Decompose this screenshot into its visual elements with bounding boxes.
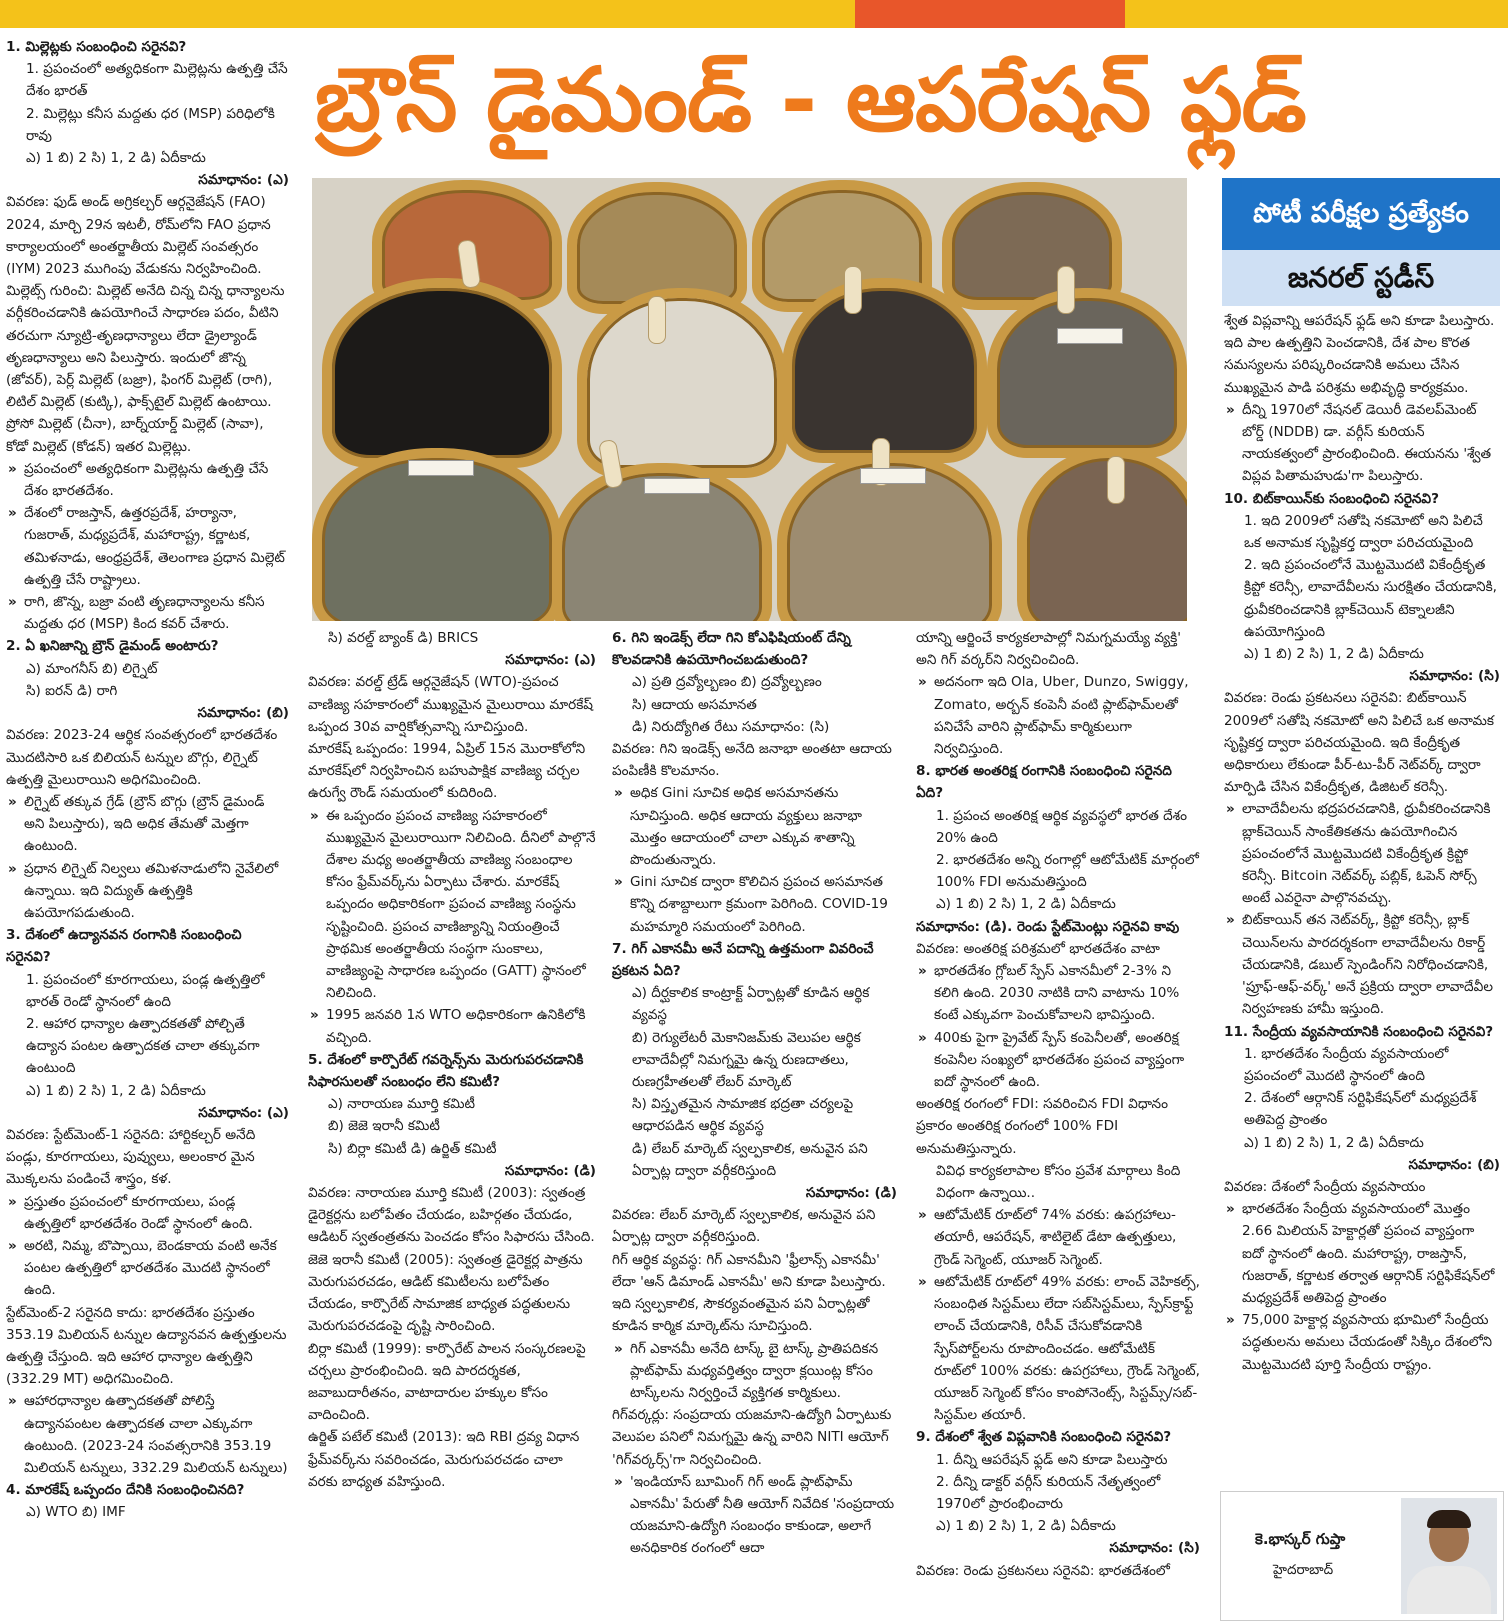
question-11: 11. సేంద్రీయ వ్యవసాయానికి సంబంధించి సరైనవి? (1224, 1023, 1494, 1040)
paragraph: స్టేట్‌మెంట్-2 సరైనది కాదు: భారతదేశం ప్రస్తుతం 353.19 మిలియన్ టన్నుల ఉద్యానవన ఉత్పత్తులను ఉత్పత్తి చేస్తుంది. ఇది ఆహార ధాన్యాల ఉత్పత్తిని (332.29 MT) అధిగమించింది. (6, 1304, 287, 1388)
question-10: 10. బిట్‌కాయిన్‌కు సంబంధించి సరైనవి? (1224, 490, 1439, 507)
column-2 (308, 627, 596, 1622)
options: సి) బిర్లా కమిటీ డి) ఉర్జిత్ కమిటీ (328, 1140, 497, 1157)
paragraph: మారకేష్ ఒప్పందం: 1994, ఏప్రిల్ 15న మొరాకోలోని మారకేష్‌లో నిర్వహించిన బహుపాక్షిక వాణిజ్య చర్చల ఉరుగ్వే రౌండ్ సమయంలో కుదిరింది. (308, 741, 586, 802)
bullet-point: » ప్రపంచంలో అత్యధికంగా మిల్లెట్లను ఉత్పత్తి చేసే దేశం భారతదేశం. (6, 458, 289, 502)
options: ఎ) 1 బి) 2 సి) 1, 2 డి) ఏదీకాదు (26, 1082, 206, 1099)
answer: సమాధానం: (డి). రెండు స్టేట్‌మెంట్లు సరైనవి కావు (916, 918, 1180, 935)
answer: సమాధానం: (డి) (504, 1162, 596, 1179)
paragraph: జెజె ఇరానీ కమిటీ (2005): స్వతంత్ర డైరెక్టర్ల పాత్రను మెరుగుపరచడం, ఆడిట్ కమిటీలను బలోపేతం చేయడం, కార్పొరేట్ సామాజిక బాధ్యత పద్ధతులను మెరుగుపరచడంపై దృష్టి సారించింది. (308, 1251, 583, 1335)
bullet-point: » అధిక Gini సూచిక అధిక అసమానతను సూచిస్తుంది. అధిక ఆదాయ వ్యక్తులు జనాభా మొత్తం ఆదాయంలో చాలా ఎక్కువ శాతాన్ని పొందుతున్నారు. (612, 782, 897, 871)
bullet-point: » లిగ్నైట్ తక్కువ గ్రేడ్ (బ్రౌన్ బొగ్గు (బ్రౌన్ డైమండ్ అని పిలుస్తారు), ఇది అధిక తేమతో మెత్తగా ఉంటుంది. (6, 791, 289, 858)
statement: 2. దీన్ని డాక్టర్ వర్గీస్ కురియన్ నేతృత్వంలో 1970లో ప్రారంభించారు (936, 1473, 1161, 1512)
answer: సమాధానం: (డి) (805, 1185, 897, 1202)
question-8: 8. భారత అంతరిక్ష రంగానికి సంబంధించి సరైనది ఏది? (916, 763, 1172, 802)
options: సి) ఐరన్ డి) రాగి (26, 682, 118, 699)
basket (322, 278, 562, 468)
bullet-point: » ప్రస్తుతం ప్రపంచంలో కూరగాయలు, పండ్ల ఉత్పత్తిలో భారతదేశం రెండో స్థానంలో ఉంది. (6, 1191, 289, 1235)
explanation: వివరణ: రెండు ప్రకటనలు సరైనవి: బిట్‌కాయిన్ 2009లో సతోషి నకమోటో అని పిలిచే ఒక అనామక సృష్టికర్త ద్వారా పరిచయమైంది. ఇది కేంద్రీకృత అధికారులు లేకుండా పీర్-టు-పీర్ నెట్‌వర్క్ ద్వారా మార్పిడి చేసిన వికేంద్రీకృత, డిజిటల్ కరెన్సీ. (1224, 690, 1494, 796)
bullet-point: » లావాదేవీలను భద్రపరచడానికి, ధ్రువీకరించడానికి బ్లాక్‌చెయిన్ సాంకేతికతను ఉపయోగించిన ప్రపంచంలోనే మొట్టమొదటి వికేంద్రీకృత క్రిప్టో కరెన్సీ. Bitcoin నెట్‌వర్క్ పబ్లిక్, ఓపెన్ సోర్స్ అంటే ఎవరైనా పాల్గొనవచ్చు. (1224, 798, 1500, 909)
options: ఎ) 1 బి) 2 సి) 1, 2 డి) ఏదీకాదు (1244, 1134, 1424, 1151)
statement: 2. ఆహార ధాన్యాల ఉత్పాదకతతో పోల్చితే ఉద్యాన పంటల ఉత్పాదకత చాలా తక్కువగా ఉంటుంది (26, 1015, 260, 1077)
options: డి) నిరుద్యోగిత రేటు సమాధానం: (సి) (632, 718, 830, 735)
options: సి) విస్తృతమైన సామాజిక భద్రతా చర్యలపై ఆధారపడిన ఆర్థిక వ్యవస్థ (632, 1096, 854, 1135)
paragraph: వివిధ కార్యకలాపాల కోసం ప్రవేశ మార్గాలు కింది విధంగా ఉన్నాయి.. (936, 1162, 1181, 1202)
statement: 2. ఇది ప్రపంచంలోనే మొట్టమొదటి వికేంద్రీకృత క్రిప్టో కరెన్సీ, లావాదేవీలను సురక్షితం చేయడానికి, ధ్రువీకరించడానికి బ్లాక్‌చెయిన్ టెక్నాలజీని ఉపయోగిస్తుంది (1244, 557, 1497, 640)
question-3: 3. దేశంలో ఉద్యానవన రంగానికి సంబంధించి సరైనవి? (6, 927, 242, 966)
explanation: వివరణ: గిని ఇండెక్స్ అనేది జనాభా అంతటా ఆదాయ పంపిణీకి కొలమానం. (612, 741, 892, 780)
options: బి) రెగ్యులేటరీ మెకానిజమ్‌కు వెలుపల ఆర్థిక లావాదేవీల్లో నిమగ్నమై ఉన్న రుణదాతలు, రుణగ్రహీతలతో లేబర్ మార్కెట్ (632, 1029, 861, 1091)
bullet-point: » గిగ్ ఎకానమీ అనేది టాస్క్ బై టాస్క్ ప్రాతిపదికన ప్లాట్‌ఫామ్ మధ్యవర్తిత్వం ద్వారా క్లయింట్ల కోసం టాస్క్‌లను నిర్వర్తించే వ్యక్తిగత కార్మికులు. (612, 1338, 897, 1405)
avatar-hair (1427, 1510, 1471, 1528)
bullet-point: » Gini సూచిక ద్వారా కొలిచిన ప్రపంచ అసమానత కొన్ని దశాబ్దాలుగా క్రమంగా పెరిగింది. COVID-19 మహమ్మారి సమయంలో పెరిగింది. (612, 871, 897, 938)
label-tag (1057, 266, 1075, 314)
paragraph: గిగ్ ఆర్థిక వ్యవస్థ: గిగ్ ఎకానమీని 'ఫ్రీలాన్స్ ఎకానమీ' లేదా 'ఆన్ డిమాండ్ ఎకానమీ' అని కూడా పిలుస్తారు. ఇది స్వల్పకాలిక, సౌకర్యవంతమైన పని ఏర్పాట్లతో కూడిన కార్మిక మార్కెట్‌ను సూచిస్తుంది. (612, 1251, 886, 1335)
statement: 1. ప్రపంచంలో అత్యధికంగా మిల్లెట్లను ఉత్పత్తి చేసే దేశం భారత్ (26, 61, 288, 100)
answer: సమాధానం: (ఎ) (505, 652, 596, 669)
statement: 2. మిల్లెట్లు కనీస మద్దతు ధర (MSP) పరిధిలోకి రావు (26, 105, 275, 144)
statement: 1. ప్రపంచ అంతరిక్ష ఆర్థిక వ్యవస్థలో భారత దేశం 20% ఉంది (936, 807, 1188, 846)
section-title-box: పోటీ పరీక్షల ప్రత్యేకం (1222, 178, 1500, 250)
top-accent-block (855, 0, 1125, 28)
millets-photo (312, 178, 1187, 621)
explanation: వివరణ: 2023-24 ఆర్థిక సంవత్సరంలో భారతదేశం మొదటిసారి ఒక బిలియన్ టన్నుల బొగ్గు, లిగ్నైట్ ఉత్పత్తి మైలురాయిని అధిగమించింది. (6, 727, 278, 788)
bullet-point: » అరటి, నిమ్మ, బొప్పాయి, బెండకాయ వంటి అనేక పంటల ఉత్పత్తిలో భారతదేశం మొదటి స్థానంలో ఉంది. (6, 1235, 289, 1302)
options: ఎ) 1 బి) 2 సి) 1, 2 డి) ఏదీకాదు (1244, 646, 1424, 663)
paragraph: మిల్లెట్స్ గురించి: మిల్లెట్ అనేది చిన్న చిన్న ధాన్యాలను వర్గీకరించడానికి ఉపయోగించే సాధారణ పదం, వీటిని తరచుగా న్యూట్రి-తృణధాన్యాలు లేదా డ్రైల్యాండ్ తృణధాన్యాలు అని పిలుస్తారు. ఇందులో జొన్న (జోవర్), పెర్ల్ మిల్లెట్ (బజ్రా), ఫింగర్ మిల్లెట్ (రాగి), లిటిల్ మిల్లెట్ (కుట్కి), ఫాక్స్‌టైల్ మిల్లెట్ ఉంటాయి. ప్రోసో మిల్లెట్ (చీనా), బార్న్‌యార్డ్ మిల్లెట్ (సావా), కోడో మిల్లెట్ (కోడన్) ఇతర మిల్లెట్లు. (6, 283, 285, 455)
explanation: వివరణ: లేబర్ మార్కెట్ స్వల్పకాలిక, అనువైన పని ఏర్పాట్ల ద్వారా వర్గీకరిస్తుంది. (612, 1207, 876, 1246)
question-1: 1. మిల్లెట్లకు సంబంధించి సరైనవి? (6, 39, 187, 55)
bullet-point: » రాగి, జొన్న, బజ్రా వంటి తృణధాన్యాలను కనీస మద్దతు ధర (MSP) కింద కవర్ చేశారు. (6, 591, 289, 635)
label-tag (844, 266, 862, 314)
paragraph: బిర్లా కమిటీ (1999): కార్పొరేట్ పాలన సంస్కరణలపై చర్చలు ప్రారంభించింది. ఇది పారదర్శకత, జవాబుదారీతనం, వాటాదారుల హక్కుల కోసం వాదించింది. (308, 1340, 586, 1424)
options: ఎ) దీర్ఘకాలిక కాంట్రాక్ట్ ఏర్పాట్లతో కూడిన ఆర్థిక వ్యవస్థ (632, 985, 870, 1024)
options: ఎ) 1 బి) 2 సి) 1, 2 డి) ఏదీకాదు (936, 896, 1116, 913)
label-card (860, 468, 926, 484)
bullet-point: » 1995 జనవరి 1న WTO అధికారికంగా ఉనికిలోకి వచ్చింది. (308, 1004, 596, 1048)
options: బి) జెజె ఇరానీ కమిటీ (328, 1118, 440, 1135)
answer: సమాధానం: (బి) (1408, 1156, 1500, 1173)
author-name: కె.భాస్కర్ గుప్తా (1255, 1530, 1346, 1548)
bullet-point: » భారతదేశం సేంద్రీయ వ్యవసాయంలో మొత్తం 2.66 మిలియన్ హెక్టార్లతో ప్రపంచ వ్యాప్తంగా ఐదో స్థానంలో ఉంది. మహారాష్ట్ర, రాజస్తాన్, గుజరాత్, కర్ణాటక తర్వాత ఆర్గానిక్ సర్టిఫికేషన్‌లో మధ్యప్రదేశ్ అతిపెద్ద ప్రాంతం (1224, 1198, 1500, 1309)
answer: సమాధానం: (ఎ) (198, 1104, 289, 1121)
bullet-point: » 'ఇండియాస్ బూమింగ్ గిగ్ అండ్ ప్లాట్‌ఫామ్ ఎకానమీ' పేరుతో నీతి ఆయోగ్ నివేదిక 'సంప్రదాయ యజమాని-ఉద్యోగి సంబంధం కాకుండా, అలాగే అనధికారిక రంగంలో ఆదా (612, 1471, 897, 1560)
answer: సమాధానం: (సి) (1409, 668, 1500, 685)
explanation: వివరణ: దేశంలో సేంద్రీయ వ్యవసాయం (1224, 1178, 1426, 1195)
basket (782, 278, 987, 463)
statement: 1. ప్రపంచంలో కూరగాయలు, పండ్ల ఉత్పత్తిలో భారత్ రెండో స్థానంలో ఉంది (26, 971, 265, 1010)
explanation: వివరణ: ఫుడ్ అండ్ అగ్రికల్చర్ ఆర్గనైజేషన్ (FAO) 2024, మార్చి 29న ఇటలీ, రోమ్‌లోని FAO ప్రధాన కార్యాలయంలో అంతర్జాతీయ మిల్లెట్ సంవత్సరం (IYM) 2023 ముగింపు వేడుకను నిర్వహించింది. (6, 194, 271, 278)
column-3 (612, 627, 897, 1622)
options: ఎ) మాంగనీస్ బి) లిగ్నైట్ (26, 660, 158, 677)
subject-title-box: జనరల్ స్టడీస్ (1222, 250, 1500, 306)
author-photo (1401, 1498, 1497, 1614)
explanation: వివరణ: వరల్డ్ ట్రేడ్ ఆర్గనైజేషన్ (WTO)-ప్రపంచ వాణిజ్య సహకారంలో ముఖ్యమైన మైలురాయి మారకేష్ ఒప్పంద 30వ వార్షికోత్సవాన్ని సూచిస్తుంది. (308, 674, 593, 735)
column-5 (1224, 310, 1500, 1486)
paragraph: శ్వేత విప్లవాన్ని ఆపరేషన్ ఫ్లడ్ అని కూడా పిలుస్తారు. ఇది పాల ఉత్పత్తిని పెంచడానికి, దేశ పాల కొరత సమస్యలను పరిష్కరించడానికి అమలు చేసిన ముఖ్యమైన పాడి పరిశ్రమ అభివృద్ధి కార్యక్రమం. (1224, 313, 1495, 396)
statement: 1. దీన్ని ఆపరేషన్ ఫ్లడ్ అని కూడా పిలుస్తారు (936, 1451, 1168, 1468)
basket (987, 288, 1187, 458)
options: ఎ) 1 బి) 2 సి) 1, 2 డి) ఏదీకాదు (26, 150, 206, 167)
answer: సమాధానం: (బి) (197, 705, 289, 722)
author-byline (1220, 1491, 1504, 1621)
bullet-point: » ఈ ఒప్పందం ప్రపంచ వాణిజ్య సహకారంలో ముఖ్యమైన మైలురాయిగా నిలిచింది. దీనిలో పాల్గొనే దేశాల మధ్య అంతర్జాతీయ వాణిజ్య సంబంధాల కోసం ఫ్రేమ్‌వర్క్‌ను ఏర్పాటు చేశారు. మారకేష్ ఒప్పందం అధికారికంగా ప్రపంచ వాణిజ్య సంస్థను సృష్టించింది. ప్రపంచ వాణిజ్యాన్ని నియంత్రించే ప్రాథమిక అంతర్జాతీయ సంస్థగా సుంకాలు, వాణిజ్యంపై సాధారణ ఒప్పందం (GATT) స్థానంలో నిలిచింది. (308, 805, 596, 1005)
statement: 2. భారతదేశం అన్ని రంగాల్లో ఆటోమేటిక్ మార్గంలో 100% FDI అనుమతిస్తుంది (936, 852, 1199, 891)
question-9: 9. దేశంలో శ్వేత విప్లవానికి సంబంధించి సరైనవి? (916, 1429, 1172, 1446)
basket (1017, 448, 1187, 621)
explanation: వివరణ: స్టేట్‌మెంట్-1 సరైనది: హార్టికల్చర్ అనేది పండ్లు, కూరగాయలు, పువ్వులు, అలంకార మైన మొక్కలను పండించే శాస్త్రం, కళ. (6, 1126, 256, 1188)
bullet-point: » అదనంగా ఇది Ola, Uber, Dunzo, Swiggy, Zomato, అర్బన్ కంపెనీ వంటి ప్లాట్‌ఫామ్‌లతో పనిచేసే వారిని ప్లాట్‌ఫామ్ కార్మికులుగా నిర్వచిస్తుంది. (916, 671, 1200, 760)
answer: సమాధానం: (ఎ) (198, 172, 289, 189)
explanation: వివరణ: అంతరిక్ష పరిశ్రమలో భారతదేశం వాటా (916, 940, 1160, 957)
options: సి) వరల్డ్ బ్యాంక్ డి) BRICS (328, 630, 479, 646)
question-4: 4. మారకేష్ ఒప్పందం దేనికి సంబంధించినది? (6, 1482, 245, 1499)
label-card (644, 478, 710, 494)
statement: 1. భారతదేశం సేంద్రీయ వ్యవసాయంలో ప్రపంచంలో మొదటి స్థానంలో ఉంది (1244, 1045, 1449, 1084)
bullet-point: » 75,000 హెక్టార్ల వ్యవసాయ భూమిలో సేంద్రీయ పద్ధతులను అమలు చేయడంతో సిక్కిం దేశంలోని మొట్టమొదటి పూర్తి సేంద్రీయ రాష్ట్రం. (1224, 1309, 1500, 1376)
explanation: వివరణ: నారాయణ మూర్తి కమిటీ (2003): స్వతంత్ర డైరెక్టర్లను బలోపేతం చేయడం, బహిర్గతం చేయడం, ఆడిటర్ స్వతంత్రతను పెంచడం కోసం సిఫారసు చేసింది. (308, 1185, 595, 1246)
column-1 (6, 36, 289, 1622)
column-4 (916, 627, 1200, 1622)
paragraph: ఉర్జిత్ పటేల్ కమిటీ (2013): ఇది RBI ద్రవ్య విధాన ఫ్రేమ్‌వర్క్‌ను సవరించడం, మెరుగుపరచడం చాలా వరకు బాధ్యత వహిస్తుంది. (308, 1429, 580, 1490)
statement: 2. దేశంలో ఆర్గానిక్ సర్టిఫికేషన్‌లో మధ్యప్రదేశ్ అతిపెద్ద ప్రాంతం (1244, 1090, 1477, 1129)
paragraph: గిగ్‌వర్కర్లు: సంప్రదాయ యజమాని-ఉద్యోగి ఏర్పాటుకు వెలుపల పనిలో నిమగ్నమై ఉన్న వారిని NITI ఆయోగ్ 'గిగ్‌వర్కర్స్'గా నిర్వచించింది. (612, 1407, 892, 1468)
label-card (1057, 328, 1123, 344)
question-2: 2. ఏ ఖనిజాన్ని బ్రౌన్ డైమండ్ అంటారు? (6, 638, 219, 655)
answer: సమాధానం: (సి) (1109, 1540, 1200, 1557)
top-color-bar (0, 0, 1508, 28)
avatar-shirt (1407, 1566, 1491, 1614)
bullet-point: » దేశంలో రాజస్తాన్, ఉత్తరప్రదేశ్, హర్యానా, గుజరాత్, మధ్యప్రదేశ్, మహారాష్ట్ర, కర్ణాటక, తమిళనాడు, ఆంధ్రప్రదేశ్, తెలంగాణ ప్రధాన మిల్లెట్ ఉత్పత్తి చేసే రాష్ట్రాలు. (6, 502, 289, 591)
label-tag (1107, 456, 1125, 504)
explanation: వివరణ: రెండు ప్రకటనలు సరైనవి: భారతదేశంలో (916, 1562, 1170, 1579)
options: సి) ఆదాయ అసమానత (632, 696, 757, 713)
bullet-point: » ఆటోమేటిక్ రూట్‌లో 74% వరకు: ఉపగ్రహాలు-తయారీ, ఆపరేషన్, శాటిలైట్ డేటా ఉత్పత్తులు, గ్రౌండ్ సెగ్మెంట్, యూజర్ సెగ్మెంట్. (916, 1204, 1200, 1271)
options: డి) లేబర్ మార్కెట్ స్వల్పకాలిక, అనువైన పని ఏర్పాట్ల ద్వారా వర్గీకరిస్తుంది (632, 1140, 868, 1179)
paragraph: అంతరిక్ష రంగంలో FDI: సవరించిన FDI విధానం ప్రకారం అంతరిక్ష రంగంలో 100% FDI అనుమతిస్తున్నారు. (916, 1096, 1168, 1157)
paragraph: యాన్ని ఆర్జించే కార్యకలాపాల్లో నిమగ్నమయ్యే వ్యక్తి' అని గిగ్ వర్కర్‌ని నిర్వచించింది. (916, 630, 1181, 669)
bullet-point: » 400కు పైగా ప్రైవేట్ స్పేస్ కంపెనీలతో, అంతరిక్ష కంపెనీల సంఖ్యలో భారతదేశం ప్రపంచ వ్యాప్తంగా ఐదో స్థానంలో ఉంది. (916, 1027, 1200, 1094)
bullet-point: » బిట్‌కాయిన్ తన నెట్‌వర్క్, క్రిప్టో కరెన్సీ, బ్లాక్ చెయిన్‌లను పారదర్శకంగా లావాదేవీలను రికార్డ్ చేయడానికి, డబుల్ స్పెండింగ్‌ని నిరోధించడానికి, 'ప్రూఫ్-ఆఫ్-వర్క్' అనే ప్రక్రియ ద్వారా లావాదేవీల నిర్వహణకు హామీ ఇస్తుంది. (1224, 909, 1500, 1020)
question-7: 7. గిగ్ ఎకానమీ అనే పదాన్ని ఉత్తమంగా వివరించే ప్రకటన ఏది? (612, 940, 874, 980)
options: ఎ) 1 బి) 2 సి) 1, 2 డి) ఏదీకాదు (936, 1518, 1116, 1535)
options: ఎ) WTO బి) IMF (26, 1504, 126, 1521)
author-city: హైదరాబాద్ (1273, 1562, 1334, 1578)
bullet-point: » భారతదేశం గ్లోబల్ స్పేస్ ఎకానమీలో 2-3% ని కలిగి ఉంది. 2030 నాటికి దాని వాటాను 10% కంటే ఎక్కువగా పెంచుకోవాలని భావిస్తుంది. (916, 960, 1200, 1027)
statement: 1. ఇది 2009లో సతోషి నకమోటో అని పిలిచే ఒక అనామక సృష్టికర్త ద్వారా పరిచయమైంది (1244, 512, 1483, 552)
question-6: 6. గిని ఇండెక్స్ లేదా గిని కోఎఫిషియంట్ దేన్ని కొలవడానికి ఉపయోగించబడుతుంది? (612, 630, 851, 669)
bullet-point: » ఆటోమేటిక్ రూట్‌లో 49% వరకు: లాంచ్ వెహికల్స్, సంబంధిత సిస్టమ్‌లు లేదా సబ్‌సిస్టమ్‌లు, స్పేస్‌క్రాఫ్ట్ లాంచ్ చేయడానికి, రిసీవ్ చేసుకోవడానికి స్పేస్‌పోర్ట్‌లను రూపొందించడం. ఆటోమేటిక్ రూట్‌లో 100% వరకు: ఉపగ్రహాలు, గ్రౌండ్ సెగ్మెంట్, యూజర్ సెగ్మెంట్ కోసం కాంపోనెంట్స్, సిస్టమ్స్/సబ్-సిస్టమ్‌ల తయారీ. (916, 1271, 1200, 1426)
label-tag (648, 296, 666, 344)
bullet-point: » దీన్ని 1970లో నేషనల్ డెయిరీ డెవలప్‌మెంట్ బోర్డ్ (NDDB) డా. వర్గీస్ కురియన్ నాయకత్వంలో ప్రారంభించింది. ఈయనను 'శ్వేత విప్లవ పితామహుడు'గా పిలుస్తారు. (1224, 399, 1500, 488)
bullet-point: » ప్రధాన లిగ్నైట్ నిల్వలు తమిళనాడులోని నైవేలిలో ఉన్నాయి. ఇది విద్యుత్ ఉత్పత్తికి ఉపయోగపడుతుంది. (6, 858, 289, 925)
options: ఎ) ప్రతి ద్రవ్యోల్బణం బి) ద్రవ్యోల్బణం (632, 674, 822, 691)
bullet-point: » ఆహారధాన్యాల ఉత్పాదకతతో పోలిస్తే ఉద్యానపంటల ఉత్పాదకత చాలా ఎక్కువగా ఉంటుంది. (2023-24 సంవత్సరానికి 353.19 మిలియన్ టన్నులు, 332.29 మిలియన్ టన్నులు) (6, 1390, 289, 1479)
page-headline: బ్రౌన్ డైమండ్ - ఆపరేషన్ ఫ్లడ్ (315, 48, 1306, 151)
label-card (408, 460, 474, 476)
options: ఎ) నారాయణ మూర్తి కమిటీ (328, 1096, 475, 1113)
question-5: 5. దేశంలో కార్పొరేట్ గవర్నెన్స్‌ను మెరుగుపరచడానికి సిఫారసులతో సంబంధం లేని కమిటీ? (308, 1051, 584, 1091)
